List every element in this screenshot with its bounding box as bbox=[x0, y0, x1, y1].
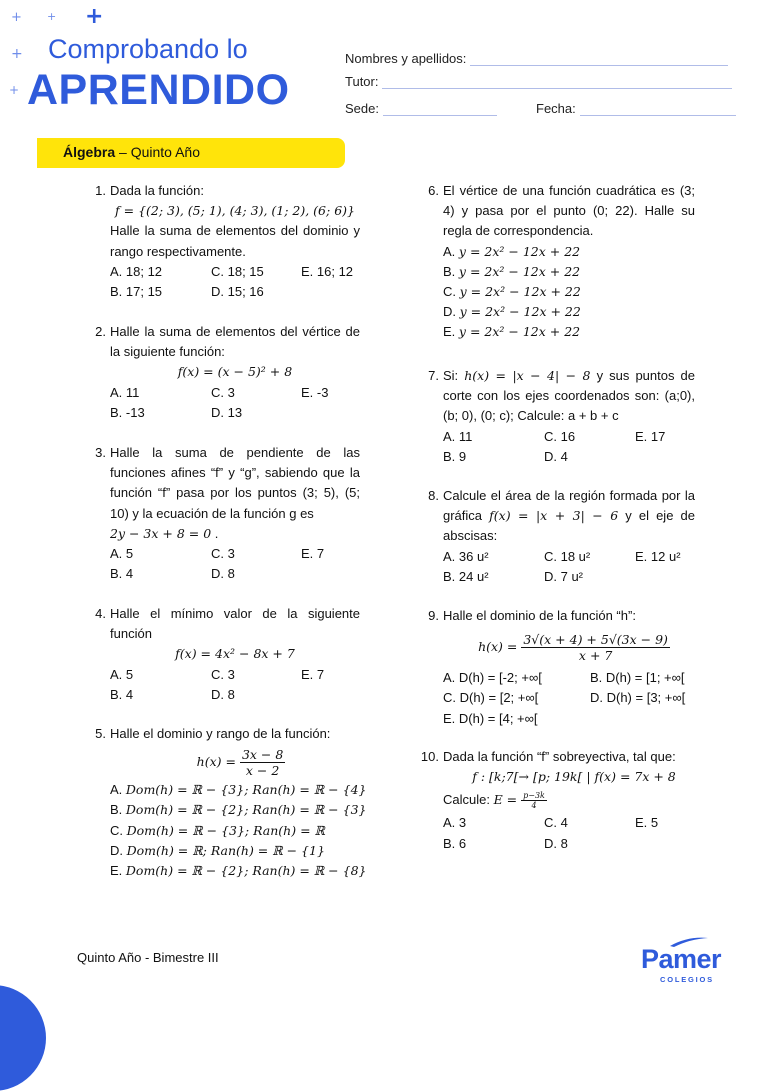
tutor-label: Tutor: bbox=[345, 74, 379, 89]
option[interactable]: B. Dom(h) = ℝ − {2}; Ran(h) = ℝ − {3} bbox=[110, 802, 367, 818]
tutor-field bbox=[345, 74, 732, 89]
option[interactable]: D. 15; 16 bbox=[211, 284, 264, 299]
option[interactable]: C. 18; 15 bbox=[211, 263, 264, 279]
subject-name: Álgebra bbox=[63, 144, 116, 160]
option[interactable]: E. y = 2x² − 12x + 22 bbox=[443, 324, 581, 340]
subject-banner-text: Álgebra – Quinto Año bbox=[63, 144, 200, 160]
fecha-line[interactable] bbox=[580, 101, 736, 116]
corner-decoration bbox=[0, 985, 46, 1091]
option[interactable]: C. 18 u² bbox=[544, 548, 591, 564]
option[interactable]: D. 13 bbox=[211, 404, 243, 420]
option[interactable]: B. 24 u² bbox=[443, 568, 489, 584]
option[interactable]: C. y = 2x² − 12x + 22 bbox=[443, 284, 581, 300]
question-5-math: h(x) = $\frac{3x - 8}{x - 2}$ bbox=[196, 747, 284, 779]
option[interactable]: B. 6 bbox=[443, 835, 467, 851]
option[interactable]: C. 16 bbox=[544, 428, 576, 444]
names-line[interactable] bbox=[470, 51, 728, 66]
option[interactable]: A. 5 bbox=[110, 666, 134, 682]
question-10-math: f : [k;7[→ [p; 19k[ | f(x) = 7x + 8 bbox=[472, 769, 676, 785]
option[interactable]: E. 12 u² bbox=[635, 548, 681, 564]
option[interactable]: C. 3 bbox=[211, 546, 235, 562]
option[interactable]: C. 3 bbox=[211, 384, 235, 400]
question-9-math: h(x) = $\frac{3√(x + 4) + 5√(3x - 9)}{x + 7}$ bbox=[478, 632, 668, 664]
option[interactable]: D. 4 bbox=[544, 448, 568, 464]
fecha-label: Fecha: bbox=[536, 101, 576, 116]
option[interactable]: D. Dom(h) = ℝ; Ran(h) = ℝ − {1} bbox=[110, 842, 325, 858]
option[interactable]: E. 5 bbox=[635, 815, 659, 831]
sede-label: Sede: bbox=[345, 101, 379, 116]
option[interactable]: A. Dom(h) = ℝ − {3}; Ran(h) = ℝ − {4} bbox=[110, 782, 367, 798]
names-field bbox=[345, 51, 728, 66]
grade-name: Quinto Año bbox=[130, 144, 200, 160]
question-4-math: f(x) = 4x² − 8x + 7 bbox=[175, 646, 295, 662]
option[interactable]: E. 16; 12 bbox=[301, 263, 354, 279]
names-label: Nombres y apellidos: bbox=[345, 51, 467, 66]
plus-decoration-icon: + bbox=[47, 10, 57, 23]
option[interactable]: A. D(h) = [-2; +∞[ bbox=[443, 670, 542, 686]
option[interactable]: C. 4 bbox=[544, 815, 568, 831]
option[interactable]: C. 3 bbox=[211, 666, 235, 682]
option[interactable]: E. D(h) = [4; +∞[ bbox=[443, 710, 538, 726]
option[interactable]: B. -13 bbox=[110, 404, 145, 420]
option[interactable]: E. 7 bbox=[301, 546, 325, 562]
option[interactable]: A. 11 bbox=[443, 428, 473, 444]
option[interactable]: D. 8 bbox=[211, 686, 235, 702]
option[interactable]: C. Dom(h) = ℝ − {3}; Ran(h) = ℝ bbox=[110, 822, 325, 838]
option[interactable]: E. -3 bbox=[301, 384, 329, 400]
option[interactable]: A. 5 bbox=[110, 546, 134, 562]
logo-wordmark: Pamer bbox=[641, 944, 722, 974]
option[interactable]: D. 8 bbox=[544, 835, 568, 851]
logo-subtitle: COLEGIOS bbox=[660, 975, 714, 984]
option[interactable]: D. D(h) = [3; +∞[ bbox=[590, 690, 686, 706]
question-2-math: f(x) = (x − 5)² + 8 bbox=[177, 364, 293, 380]
tutor-line[interactable] bbox=[382, 74, 732, 89]
option[interactable]: E. Dom(h) = ℝ − {2}; Ran(h) = ℝ − {8} bbox=[110, 863, 367, 879]
option[interactable]: A. 36 u² bbox=[443, 548, 489, 564]
option[interactable]: B. 4 bbox=[110, 686, 134, 702]
option[interactable]: D. 8 bbox=[211, 566, 235, 582]
option[interactable]: B. 17; 15 bbox=[110, 284, 163, 299]
option[interactable]: B. 9 bbox=[443, 448, 467, 464]
option[interactable]: A. 18; 12 bbox=[110, 263, 163, 279]
sede-field bbox=[345, 101, 497, 116]
option[interactable]: C. D(h) = [2; +∞[ bbox=[443, 690, 539, 706]
sede-line[interactable] bbox=[383, 101, 497, 116]
question-8-math: f(x) = |x + 3| − 6 bbox=[489, 508, 619, 524]
header-title-line2: APRENDIDO bbox=[27, 66, 290, 114]
option[interactable]: D. 7 u² bbox=[544, 568, 584, 584]
option[interactable]: A. y = 2x² − 12x + 22 bbox=[443, 243, 581, 259]
option[interactable]: B. 4 bbox=[110, 566, 134, 582]
plus-decoration-icon: + bbox=[85, 4, 104, 29]
option[interactable]: E. 17 bbox=[635, 428, 666, 444]
question-3-math: 2y − 3x + 8 = 0 bbox=[110, 525, 212, 541]
footer-text: Quinto Año - Bimestre III bbox=[77, 950, 219, 965]
question-1-math: f = {(2; 3), (5; 1), (4; 3), (1; 2), (6; 6)} bbox=[115, 203, 355, 219]
plus-decoration-icon: + bbox=[11, 10, 22, 25]
plus-decoration-icon: + bbox=[11, 46, 23, 62]
option[interactable]: A. 11 bbox=[110, 384, 140, 400]
option[interactable]: D. y = 2x² − 12x + 22 bbox=[443, 304, 581, 320]
option[interactable]: E. 7 bbox=[301, 666, 325, 682]
fecha-field bbox=[536, 101, 736, 116]
option[interactable]: A. 3 bbox=[443, 815, 467, 831]
option[interactable]: B. D(h) = [1; +∞[ bbox=[590, 670, 685, 686]
plus-decoration-icon: + bbox=[9, 83, 20, 97]
header-title-line1: Comprobando lo bbox=[48, 34, 248, 64]
question-7-math: h(x) = |x − 4| − 8 bbox=[464, 368, 591, 383]
option[interactable]: B. y = 2x² − 12x + 22 bbox=[443, 263, 581, 279]
